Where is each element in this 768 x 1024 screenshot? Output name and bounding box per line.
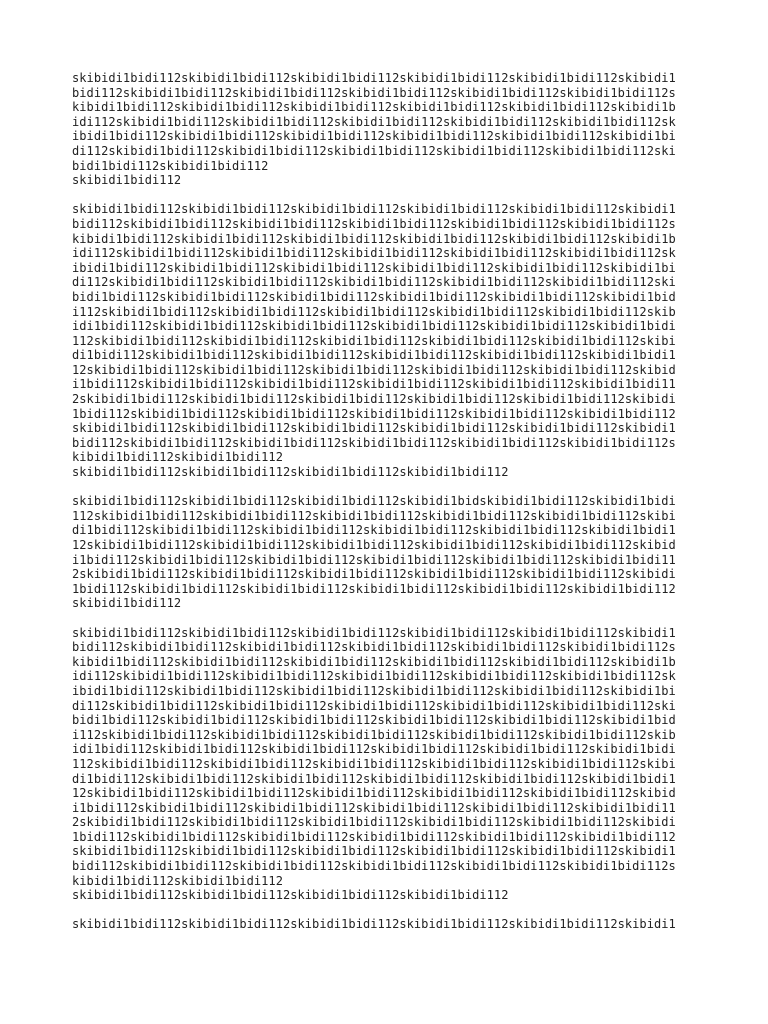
text-line: 112skibidi1bidi112skibidi1bidi112skibidi1bidi112skibidi1bidi112skibidi1bidi112skibi: [72, 508, 676, 523]
paragraph: [72, 917, 712, 932]
text-line: skibidi1bidi112skibidi1bidi112skibidi1bidi112skibidi1bidi112: [72, 465, 509, 480]
text-line: skibidi1bidi112skibidi1bidi112skibidi1bidi112skibidi1bidi112skibidi1bidi112skibidi1: [72, 844, 676, 859]
text-line: di112skibidi1bidi112skibidi1bidi112skibidi1bidi112skibidi1bidi112skibidi1bidi112ski: [72, 698, 676, 713]
text-line: idi112skibidi1bidi112skibidi1bidi112skibidi1bidi112skibidi1bidi112skibidi1bidi112sk: [72, 114, 676, 129]
text-line: idi112skibidi1bidi112skibidi1bidi112skibidi1bidi112skibidi1bidi112skibidi1bidi112sk: [72, 669, 676, 684]
text-line: bidi112skibidi1bidi112skibidi1bidi112skibidi1bidi112skibidi1bidi112skibidi1bidi112s: [72, 85, 676, 100]
text-line: di112skibidi1bidi112skibidi1bidi112skibidi1bidi112skibidi1bidi112skibidi1bidi112ski: [72, 143, 676, 158]
text-line: di1bidi112skibidi1bidi112skibidi1bidi112skibidi1bidi112skibidi1bidi112skibidi1bidi1: [72, 771, 676, 786]
text-line: idi112skibidi1bidi112skibidi1bidi112skibidi1bidi112skibidi1bidi112skibidi1bidi112sk: [72, 246, 676, 261]
text-line: 112skibidi1bidi112skibidi1bidi112skibidi1bidi112skibidi1bidi112skibidi1bidi112skibi: [72, 756, 676, 771]
text-line: kibidi1bidi112skibidi1bidi112skibidi1bidi112skibidi1bidi112skibidi1bidi112skibidi1b: [72, 100, 676, 115]
text-line: idi1bidi112skibidi1bidi112skibidi1bidi112skibidi1bidi112skibidi1bidi112skibidi1bidi: [72, 319, 676, 334]
text-line: i112skibidi1bidi112skibidi1bidi112skibidi1bidi112skibidi1bidi112skibidi1bidi112skib: [72, 727, 676, 742]
text-line: 12skibidi1bidi112skibidi1bidi112skibidi1bidi112skibidi1bidi112skibidi1bidi112skibid: [72, 786, 676, 801]
text-line: skibidi1bidi112skibidi1bidi112skibidi1bidi112skibidi1bidi112: [72, 888, 509, 903]
text-line: bidi112skibidi1bidi112skibidi1bidi112skibidi1bidi112skibidi1bidi112skibidi1bidi112s: [72, 859, 676, 874]
text-line: kibidi1bidi112skibidi1bidi112: [72, 450, 283, 465]
text-line: skibidi1bidi112skibidi1bidi112skibidi1bidi112skibidi1bidskibidi1bidi112skibidi1bidi: [72, 494, 676, 509]
text-line: 112skibidi1bidi112skibidi1bidi112skibidi1bidi112skibidi1bidi112skibidi1bidi112skibi: [72, 333, 676, 348]
paragraph: [72, 71, 712, 188]
text-line: idi1bidi112skibidi1bidi112skibidi1bidi112skibidi1bidi112skibidi1bidi112skibidi1bidi: [72, 742, 676, 757]
text-line: bidi1bidi112skibidi1bidi112: [72, 158, 269, 173]
paragraph: [72, 626, 712, 903]
text-line: ibidi1bidi112skibidi1bidi112skibidi1bidi112skibidi1bidi112skibidi1bidi112skibidi1bi: [72, 260, 676, 275]
text-line: skibidi1bidi112skibidi1bidi112skibidi1bidi112skibidi1bidi112skibidi1bidi112skibidi1: [72, 917, 676, 932]
text-line: i1bidi112skibidi1bidi112skibidi1bidi112skibidi1bidi112skibidi1bidi112skibidi1bidi11: [72, 377, 676, 392]
paragraph: [72, 202, 712, 479]
text-line: skibidi1bidi112skibidi1bidi112skibidi1bidi112skibidi1bidi112skibidi1bidi112skibidi1: [72, 421, 676, 436]
text-line: bidi112skibidi1bidi112skibidi1bidi112skibidi1bidi112skibidi1bidi112skibidi1bidi112s: [72, 435, 676, 450]
text-line: skibidi1bidi112: [72, 173, 182, 188]
text-line: di1bidi112skibidi1bidi112skibidi1bidi112skibidi1bidi112skibidi1bidi112skibidi1bidi1: [72, 348, 676, 363]
document-body: [72, 71, 712, 932]
text-line: skibidi1bidi112skibidi1bidi112skibidi1bidi112skibidi1bidi112skibidi1bidi112skibidi1: [72, 625, 676, 640]
text-line: kibidi1bidi112skibidi1bidi112skibidi1bidi112skibidi1bidi112skibidi1bidi112skibidi1b: [72, 654, 676, 669]
paragraph: [72, 494, 712, 611]
text-line: 1bidi112skibidi1bidi112skibidi1bidi112skibidi1bidi112skibidi1bidi112skibidi1bidi112: [72, 829, 676, 844]
text-line: i1bidi112skibidi1bidi112skibidi1bidi112skibidi1bidi112skibidi1bidi112skibidi1bidi11: [72, 552, 676, 567]
document-page: [72, 71, 712, 947]
text-line: kibidi1bidi112skibidi1bidi112: [72, 873, 283, 888]
text-line: di112skibidi1bidi112skibidi1bidi112skibidi1bidi112skibidi1bidi112skibidi1bidi112ski: [72, 275, 676, 290]
text-line: kibidi1bidi112skibidi1bidi112skibidi1bidi112skibidi1bidi112skibidi1bidi112skibidi1b: [72, 231, 676, 246]
text-line: i1bidi112skibidi1bidi112skibidi1bidi112skibidi1bidi112skibidi1bidi112skibidi1bidi11: [72, 800, 676, 815]
text-line: i112skibidi1bidi112skibidi1bidi112skibidi1bidi112skibidi1bidi112skibidi1bidi112skib: [72, 304, 676, 319]
text-line: skibidi1bidi112: [72, 596, 182, 611]
text-line: 1bidi112skibidi1bidi112skibidi1bidi112skibidi1bidi112skibidi1bidi112skibidi1bidi112: [72, 581, 676, 596]
text-line: 2skibidi1bidi112skibidi1bidi112skibidi1bidi112skibidi1bidi112skibidi1bidi112skibidi: [72, 815, 676, 830]
text-line: skibidi1bidi112skibidi1bidi112skibidi1bidi112skibidi1bidi112skibidi1bidi112skibidi1: [72, 202, 676, 217]
text-line: bidi1bidi112skibidi1bidi112skibidi1bidi112skibidi1bidi112skibidi1bidi112skibidi1bid: [72, 289, 676, 304]
text-line: skibidi1bidi112skibidi1bidi112skibidi1bidi112skibidi1bidi112skibidi1bidi112skibidi1: [72, 71, 676, 85]
text-line: 12skibidi1bidi112skibidi1bidi112skibidi1bidi112skibidi1bidi112skibidi1bidi112skibid: [72, 538, 676, 552]
text-line: bidi112skibidi1bidi112skibidi1bidi112skibidi1bidi112skibidi1bidi112skibidi1bidi112s: [72, 216, 676, 231]
text-line: 2skibidi1bidi112skibidi1bidi112skibidi1bidi112skibidi1bidi112skibidi1bidi112skibidi: [72, 567, 676, 582]
text-line: di1bidi112skibidi1bidi112skibidi1bidi112skibidi1bidi112skibidi1bidi112skibidi1bidi1: [72, 523, 676, 538]
text-line: 2skibidi1bidi112skibidi1bidi112skibidi1bidi112skibidi1bidi112skibidi1bidi112skibidi: [72, 392, 676, 407]
text-line: bidi1bidi112skibidi1bidi112skibidi1bidi112skibidi1bidi112skibidi1bidi112skibidi1bid: [72, 713, 676, 728]
text-line: 1bidi112skibidi1bidi112skibidi1bidi112skibidi1bidi112skibidi1bidi112skibidi1bidi112: [72, 406, 676, 421]
text-line: bidi112skibidi1bidi112skibidi1bidi112skibidi1bidi112skibidi1bidi112skibidi1bidi112s: [72, 640, 676, 655]
text-line: ibidi1bidi112skibidi1bidi112skibidi1bidi112skibidi1bidi112skibidi1bidi112skibidi1bi: [72, 129, 676, 144]
text-line: 12skibidi1bidi112skibidi1bidi112skibidi1bidi112skibidi1bidi112skibidi1bidi112skibid: [72, 362, 676, 377]
text-line: ibidi1bidi112skibidi1bidi112skibidi1bidi112skibidi1bidi112skibidi1bidi112skibidi1bi: [72, 683, 676, 698]
